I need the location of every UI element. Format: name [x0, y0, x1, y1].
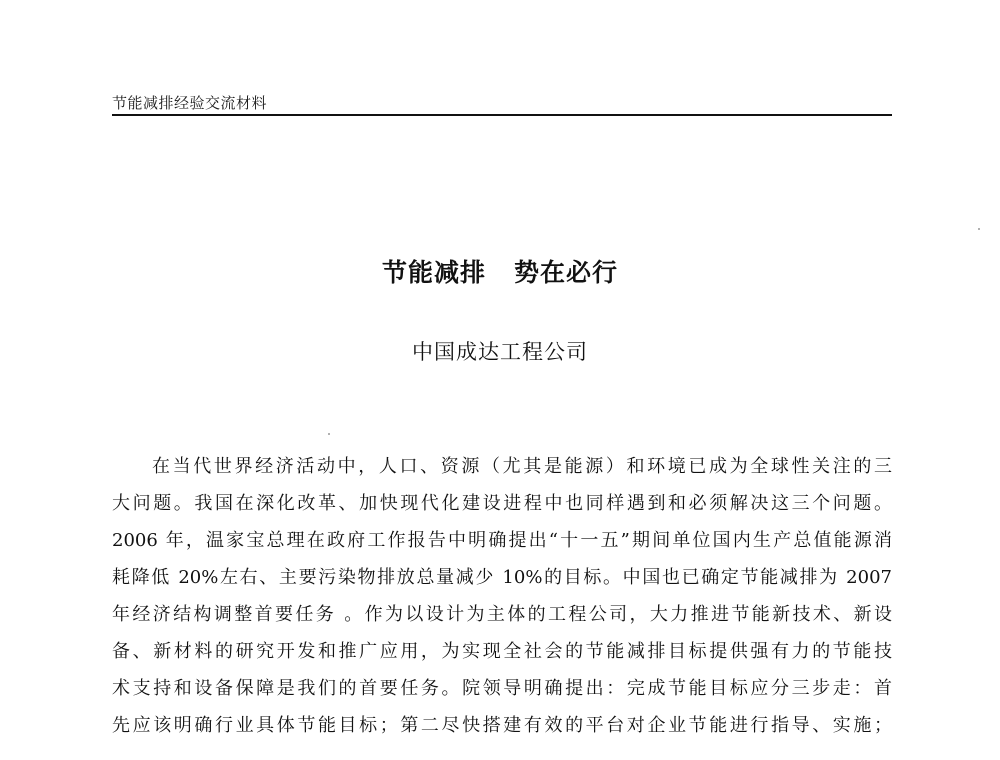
body-line: 年经济结构调整首要任务 。作为以设计为主体的工程公司，大力推进节能新技术、新设	[112, 604, 892, 625]
scan-speck	[328, 433, 330, 435]
body-line: 2006 年，温家宝总理在政府工作报告中明确提出“十一五”期间单位国内生产总值能源消	[112, 530, 892, 551]
header-rule	[112, 114, 892, 116]
body-line: 大问题。我国在深化改革、加快现代化建设进程中也同样遇到和必须解决这三个问题。	[112, 493, 892, 514]
running-header: 节能减排经验交流材料	[112, 94, 268, 112]
scan-speck	[978, 228, 980, 230]
body-line: 耗降低 20%左右、主要污染物排放总量减少 10%的目标。中国也已确定节能减排为 2007	[112, 567, 892, 588]
body-line: 先应该明确行业具体节能目标；第二尽快搭建有效的平台对企业节能进行指导、实施；	[112, 715, 892, 736]
body-line: 备、新材料的研究开发和推广应用，为实现全社会的节能减排目标提供强有力的节能技	[112, 641, 892, 662]
body-line: 术支持和设备保障是我们的首要任务。院领导明确提出：完成节能目标应分三步走：首	[112, 678, 892, 699]
article-title	[0, 253, 1000, 289]
title-part-1: 节能减排	[381, 258, 486, 287]
body-paragraph	[112, 448, 892, 744]
body-line: 在当代世界经济活动中，人口、资源（尤其是能源）和环境已成为全球性关注的三	[152, 456, 892, 477]
organization-name: 中国成达工程公司	[412, 340, 588, 364]
title-part-2: 势在必行	[514, 258, 619, 287]
